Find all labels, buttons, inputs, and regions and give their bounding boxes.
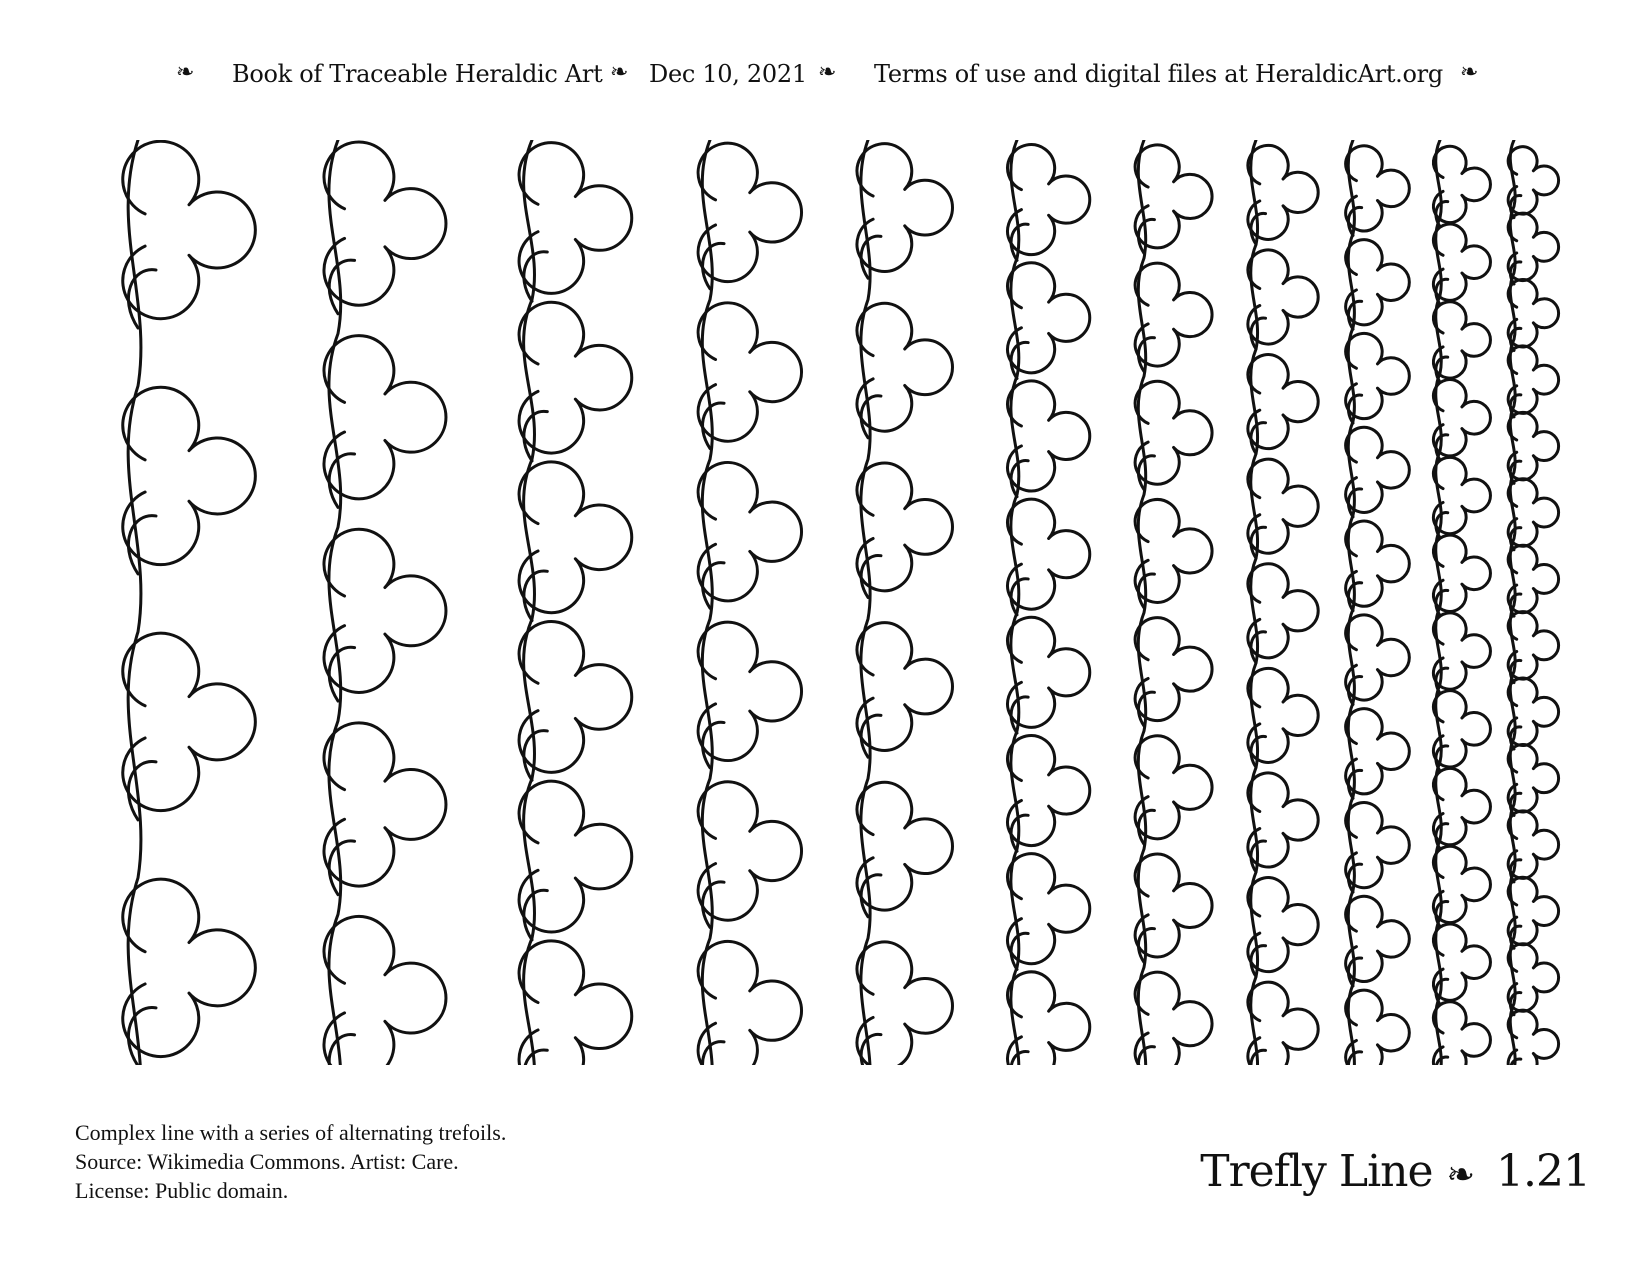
trefoil-icon — [857, 942, 952, 1070]
stem-curl — [128, 762, 156, 820]
trefoil-icon — [857, 782, 952, 910]
fleuron-icon: ❧ — [1460, 60, 1479, 85]
caption-description: Complex line with a series of alternating trefoils. — [75, 1120, 507, 1145]
trefoil-icon — [519, 143, 632, 294]
fleuron-icon: ❧ — [818, 60, 837, 85]
caption-source: Source: Wikimedia Commons. Artist: Care. — [75, 1149, 459, 1174]
trefoil-icon — [324, 142, 446, 305]
plate-number: 1.21 — [1496, 1146, 1590, 1197]
trefoil-icon — [123, 387, 256, 564]
trefoil-icon — [324, 916, 446, 1079]
stem-curl — [329, 1035, 354, 1089]
trefoil-icon — [519, 302, 632, 453]
trefoil-icon — [698, 782, 801, 920]
trefoil-icon — [857, 144, 952, 272]
book-title: Book of Traceable Heraldic Art — [232, 60, 603, 88]
stem-curl — [861, 1034, 881, 1076]
fleuron-icon: ❧ — [610, 60, 629, 85]
trefoil-icon — [698, 303, 801, 441]
trefoil-icon — [1433, 1002, 1490, 1078]
trefoil-icon — [519, 622, 632, 773]
caption-block — [75, 1118, 506, 1205]
plate-title — [1200, 1146, 1590, 1197]
trefoil-icon — [324, 336, 446, 499]
header-date: Dec 10, 2021 — [649, 60, 807, 88]
plate-name: Trefly Line — [1200, 1146, 1433, 1197]
trefoil-icon — [857, 623, 952, 751]
trefoil-icon — [324, 529, 446, 692]
trefoil-icon — [857, 463, 952, 591]
trefoil-icon — [857, 303, 952, 431]
fleuron-icon: ❧ — [1446, 1155, 1475, 1195]
stem-curl — [524, 1050, 547, 1100]
trefoil-icon — [698, 143, 801, 281]
trefoil-icon — [123, 141, 256, 318]
terms-of-use-link[interactable]: Terms of use and digital files at HeraldicArt.org — [874, 60, 1443, 88]
trefoil-icon — [698, 941, 801, 1079]
trefoil-icon — [698, 622, 801, 760]
trefoil-icon — [123, 633, 256, 810]
trefoil-icon — [698, 462, 801, 600]
trefoil-icon — [123, 879, 256, 1056]
caption-license: License: Public domain. — [75, 1178, 289, 1203]
fleuron-icon: ❧ — [176, 60, 195, 85]
trefoil-icon — [1508, 1010, 1558, 1077]
stem-curl — [128, 270, 156, 328]
stem-curl — [128, 1007, 156, 1065]
trefoil-icon — [519, 941, 632, 1092]
trefoil-icon — [324, 723, 446, 886]
trefoil-icon — [519, 781, 632, 932]
trefoil-icon — [519, 462, 632, 613]
stem-curl — [128, 516, 156, 574]
trefoil-icon — [1008, 972, 1090, 1082]
